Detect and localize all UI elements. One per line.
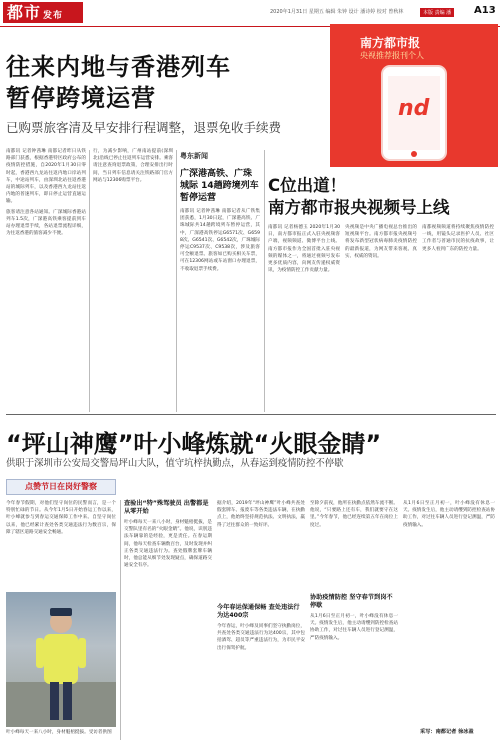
article3-col1: 今年春节假期，对他们坚守岗位的民警而言，是一个特别忙碌的节日。从今年1月5日开始春运工作以来，叶小峰就参与到春运交通保障工作中来。自坚守岗位以来，他已经累计查处各类交通违法行为数百宗，保障了辖区道路交通安全畅通。 <box>6 501 116 535</box>
article1-col3-sub: 广深港高铁、广珠城际 14趟跨境列车暂停运营 <box>180 169 259 203</box>
article3-col3-head: 今年春运保通保畅 查处违法行为达400宗 <box>217 604 300 619</box>
article3-subtitle: 供职于深圳市公安局交警局坪山大队，值守坑梓执勤点，从春运到疫情防控不停歇 <box>6 458 344 469</box>
praise-ticker: 点赞节日在岗好警察 <box>6 479 116 495</box>
article3-col4-text: 至除夕前夜，他所在执勤点依然车流不断。他说，“只要路上还有车，我们就要守在这里。”今年春节，他已经连续第五年在岗位上度过。 <box>310 501 398 528</box>
section-tag: 发布 <box>43 11 64 21</box>
article2-col3: 南都视频频道将持续聚焦疫情防控一线，用镜头记录医护人员、社区工作者与普通市民的抗疫故事，让更多人看到广东的防控力量。 <box>422 225 494 252</box>
article1-subtitle: 已购票旅客清及早安排行程调整，退票免收手续费 <box>6 120 282 135</box>
article1-col1 <box>6 148 86 408</box>
section-name: 都市 <box>7 3 42 22</box>
ad-brand: 南方都市报 <box>360 36 421 50</box>
photo-caption: 叶小峰每天一来八小时，身材魁梧挺拔。受访者供图 <box>6 730 112 735</box>
newspaper-ad <box>330 24 498 167</box>
article3-col5-text: 从1月6日至正月初一，叶小峰没有休息一天。疫情发生后，他主动请缨到防控检查站协助工作，对过往车辆人员进行登记测温，严防疫情输入。 <box>403 501 495 528</box>
article3-col2 <box>124 500 212 734</box>
article3-col5 <box>403 500 495 725</box>
article1-col3-text: 南都讯 记者钟茜琳 南都记者从广铁集团获悉，1月30日起，广深港高铁、广珠城际共14趟跨境列车暂停运营，其中，广深港高铁停运G6571次、G6598次、G6541次、G6542次，广珠城际停运C9537次、C9538次，涉及旅客可全额退票。旅客如已购买相关车票，可在12306网站或车站窗口办理退票，不收取退票手续费。 <box>180 209 260 272</box>
section-logo <box>3 2 83 23</box>
police-officer-photo <box>6 592 116 727</box>
article1-col2: 行，为减少影响，广州南站提前(深圳北)沿线已停止往返列车运营安排。乘客请注意查询退票政策，合理安排出行时间，当日列车信息请关注铁路部门官方网站与12306购票平台。 <box>93 149 173 183</box>
column-divider <box>264 150 265 412</box>
article3-col3 <box>217 500 305 723</box>
article2-title-line2: 南方都市报央视频号上线 <box>268 198 450 217</box>
article1-col3-head: 粤东新闻 <box>180 152 208 160</box>
article2-title <box>268 175 450 219</box>
ad-slogan: 央视推荐报刊个人 <box>360 51 424 60</box>
article3-title: “坪山神鹰”叶小峰炼就“火眼金睛” <box>6 430 382 458</box>
byline: 采写：南都记者 徐冰盈 <box>420 729 474 735</box>
dateline: 2020年1月31日 星期五 编辑 朱钟 设计 潘诗婷 校对 曾秋林 <box>270 9 404 15</box>
article2-title-line1: C位出道！ <box>268 176 347 195</box>
column-divider <box>176 150 177 412</box>
article1-col1b-text: 旅客请注意各站通知。广深城际香港站列车1.5次，广深港高铁乘客提前到车站办理退票手续，各站退票流程详细，为往返香港的旅客减少不便。 <box>6 209 86 237</box>
article2-col2: 央视频是中央广播电视总台推出的短视频平台。南方都市报央视频号将发布新型冠状病毒肺炎疫情防控的最新报道，为网友带来客观、真实、权威的资讯。 <box>345 225 417 259</box>
section-divider <box>6 414 496 415</box>
article2-col1: 南都讯 记者杨德玉 2020年1月30日，南方都市报正式入驻央视频客户端，视频频道、微博平台上线。南方都市报作为全国首批入驻央视频的媒体之一，将通过视频号发布更多优质内容，向网友传递权威资讯，为疫情防控工作贡献力量。 <box>268 225 340 274</box>
article3-col3-text: 据介绍，2019年“坪山神鹰”叶小峰共查处假套牌车、报废车等各类违法车辆，在执勤点上，他始终坚持规范执法、文明执法，赢得了过往群众的一致好评。 <box>217 501 305 528</box>
article3-col4b-text: 从1月6日至正月初一，叶小峰没有休息一天。疫情发生后，他主动请缨到防控检查站协助工作，对过往车辆人员进行登记测温，严防疫情输入。 <box>310 614 398 641</box>
ad-logo-letters: nd <box>398 96 430 121</box>
article3-col4 <box>310 500 398 723</box>
column-divider <box>120 500 121 740</box>
article3-col4-head: 协助疫情防控 坚守春节到岗不停歇 <box>310 594 393 609</box>
page-number: A13 <box>474 5 496 16</box>
article1-col1-text: 南都讯 记者钟茜琳 南都记者昨日从铁路部门获悉，根据香港特区政府公布的疫情防控措施，自2020年1月30日零时起，香港西九龙站往返内地口岸站列车，中途站列车，由深圳北站往返香港站的城际列车，以及香港西九龙站往返内地的普速列车，即日停止运营直通运输。 <box>6 149 86 205</box>
editor-badge: 本版 责编 潘 <box>420 8 454 17</box>
article3-col2-head: 查验出“特”殊驾驶员 出警都是从零开始 <box>124 500 209 515</box>
article1-title <box>6 52 231 114</box>
column-divider <box>89 150 90 412</box>
article1-title-line2: 暂停跨境运营 <box>6 84 156 112</box>
article3-col3b-text: 今年春运，叶小峰及同事们坚守执勤岗位，共查处各类交通违法行为达400宗，其中包括酒驾、超员等严重违法行为，为市民平安出行保驾护航。 <box>217 624 305 651</box>
article3-col2-text: 叶小峰每天一来八小时，身材魁梧挺拔，是交警队里有名的“火眼金睛”。他说，识别违法车辆靠的是经验，更是责任。在春运期间，他每天检查车辆数百台，及时发现并纠正各类交通违法行为。查处假牌套牌车辆时，他总能从细节处发现疑点，确保道路交通安全有序。 <box>124 520 212 569</box>
article1-title-line1: 往来内地与香港列车 <box>6 53 231 81</box>
article1-col3 <box>180 150 260 408</box>
